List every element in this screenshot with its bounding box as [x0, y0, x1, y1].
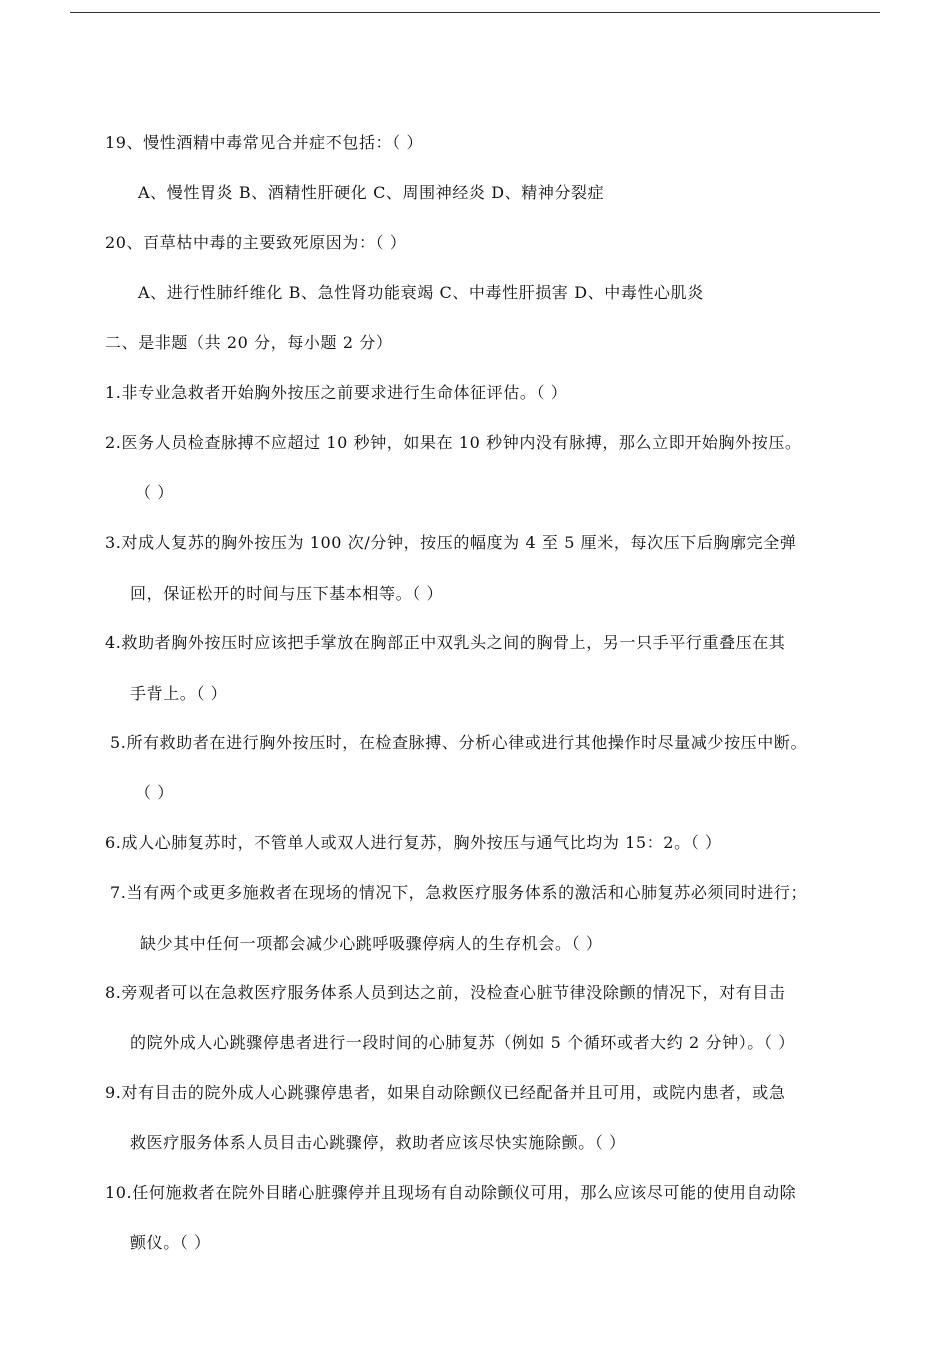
tf-item-4: 4.救助者胸外按压时应该把手掌放在胸部正中双乳头之间的胸骨上，另一只手平行重叠压在其 [105, 633, 786, 652]
question-20-options: A、进行性肺纤维化 B、急性肾功能衰竭 C、中毒性肝损害 D、中毒性心肌炎 [138, 283, 704, 302]
header-rule [70, 12, 880, 13]
tf-item-7: 7.当有两个或更多施救者在现场的情况下，急救医疗服务体系的激活和心肺复苏必须同时进行； [110, 883, 808, 902]
tf-item-3: 3.对成人复苏的胸外按压为 100 次/分钟，按压的幅度为 4 至 5 厘米，每次压下后胸廓完全弹 [105, 533, 797, 552]
tf-item-7-continuation: 缺少其中任何一项都会减少心跳呼吸骤停病人的生存机会。（ ） [140, 934, 603, 953]
section-heading: 二、是非题（共 20 分，每小题 2 分） [105, 333, 393, 352]
tf-item-10-continuation: 颤仪。（ ） [130, 1233, 211, 1252]
tf-item-5: 5.所有救助者在进行胸外按压时，在检查脉搏、分析心律或进行其他操作时尽量减少按压中断。 [110, 733, 808, 752]
tf-item-2-continuation: （ ） [135, 483, 174, 502]
tf-item-3-continuation: 回，保证松开的时间与压下基本相等。（ ） [130, 584, 444, 603]
tf-item-1: 1.非专业急救者开始胸外按压之前要求进行生命体征评估。（ ） [105, 383, 568, 402]
tf-item-6: 6.成人心肺复苏时，不管单人或双人进行复苏，胸外按压与通气比均为 15：2。（ ） [105, 833, 722, 852]
tf-item-5-continuation: （ ） [135, 783, 174, 802]
question-20-stem: 20、百草枯中毒的主要致死原因为：（ ） [105, 233, 407, 252]
tf-item-2: 2.医务人员检查脉搏不应超过 10 秒钟，如果在 10 秒钟内没有脉搏，那么立即开始胸外按压。 [105, 433, 802, 452]
question-19-options: A、慢性胃炎 B、酒精性肝硬化 C、周围神经炎 D、精神分裂症 [138, 183, 605, 202]
question-19-stem: 19、慢性酒精中毒常见合并症不包括：（ ） [105, 133, 424, 152]
tf-item-10: 10.任何施救者在院外目睹心脏骤停并且现场有自动除颤仪可用，那么应该尽可能的使用自动除 [105, 1183, 797, 1202]
tf-item-9: 9.对有目击的院外成人心跳骤停患者，如果自动除颤仪已经配备并且可用，或院内患者，或急 [105, 1083, 786, 1102]
tf-item-4-continuation: 手背上。（ ） [130, 684, 228, 703]
tf-item-8: 8.旁观者可以在急救医疗服务体系人员到达之前，没检查心脏节律没除颤的情况下，对有目击 [105, 983, 786, 1002]
tf-item-9-continuation: 救医疗服务体系人员目击心跳骤停，救助者应该尽快实施除颤。（ ） [130, 1133, 626, 1152]
tf-item-8-continuation: 的院外成人心跳骤停患者进行一段时间的心肺复苏（例如 5 个循环或者大约 2 分钟）。（ ） [130, 1033, 795, 1052]
